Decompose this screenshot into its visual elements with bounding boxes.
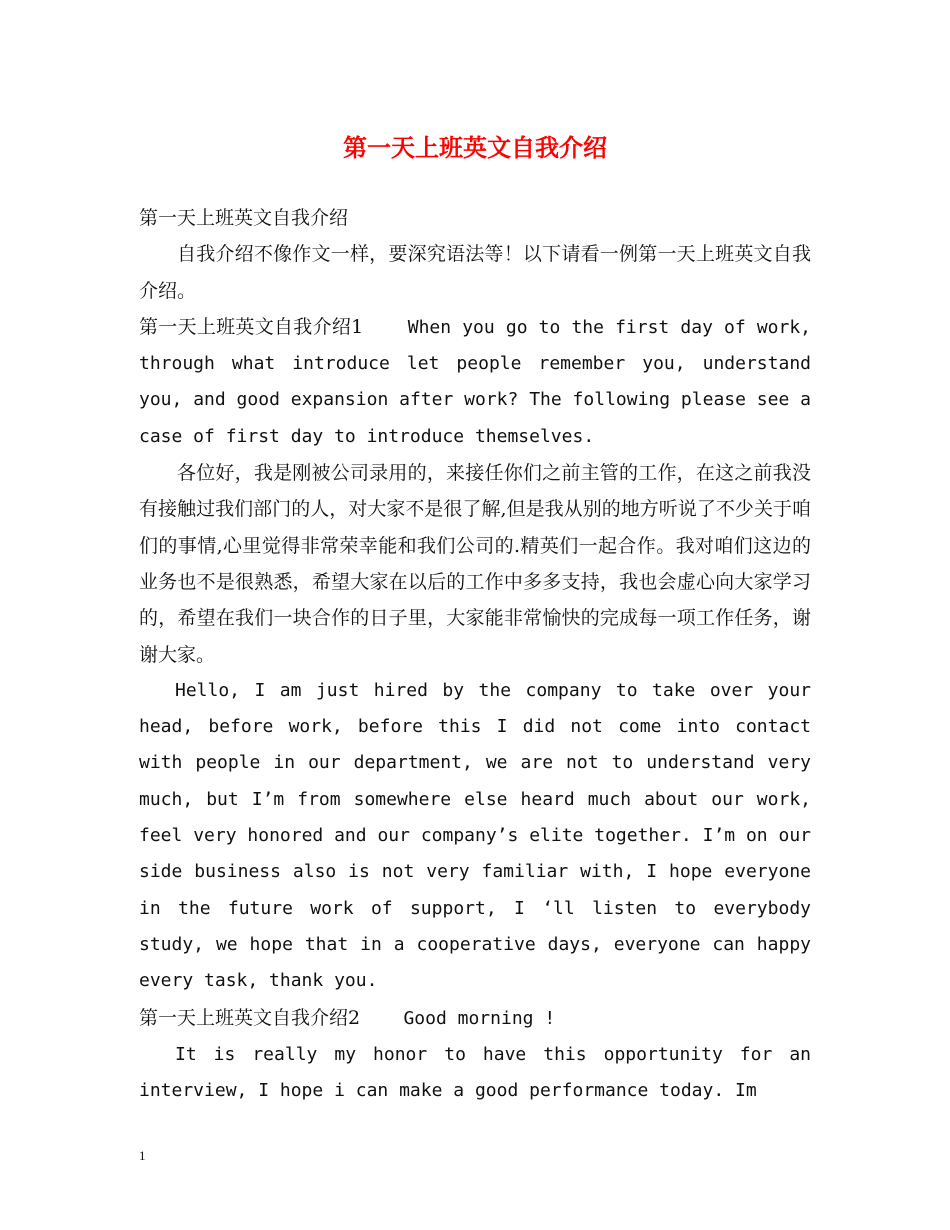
heading-line: 第一天上班英文自我介绍 — [139, 207, 349, 229]
section2-label: 第一天上班英文自我介绍2 — [139, 1006, 361, 1029]
document-title: 第一天上班英文自我介绍 — [343, 133, 607, 162]
section2-text: Good morning ! — [403, 1007, 556, 1029]
last-paragraph: It is really my honor to have this opportunity for an interview, I hope i can make a good performance today. Im — [139, 1043, 811, 1102]
english-paragraph: Hello, I am just hired by the company to take over your head, before work, before this I did not come into contact with people in our department, we are not to understand very much, but I’m from somewhere else heard much about our work, feel very honored and our company’s elite together. I’m on our side business also is not very familiar with, I hope everyone in the future work of support, I ‘ll listen to everybody study, we hope that in a cooperative days, everyone can happy every task, thank you. — [139, 679, 811, 992]
section1-paragraph — [139, 309, 811, 455]
chinese-paragraph: 各位好，我是刚被公司录用的，来接任你们之前主管的工作，在这之前我没有接触过我们部门的人，对大家不是很了解,但是我从别的地方听说了不少关于咱们的事情,心里觉得非常荣幸能和我们公司的.精英们一起合作。我对咱们这边的业务也不是很熟悉，希望大家在以后的工作中多多支持，我也会虚心向大家学习的，希望在我们一块合作的日子里，大家能非常愉快的完成每一项工作任务，谢谢大家。 — [139, 462, 811, 666]
document-body — [139, 200, 811, 1109]
page-number: 1 — [139, 1148, 146, 1163]
section1-text: When you go to the first day of work, through what introduce let people remember you, understand you, and good expansion after work? The following please see a case of first day to introduce themselves. — [139, 316, 812, 447]
intro-paragraph: 自我介绍不像作文一样，要深究语法等！以下请看一例第一天上班英文自我介绍。 — [139, 243, 811, 302]
section1-label: 第一天上班英文自我介绍1 — [139, 315, 364, 338]
section2-paragraph — [139, 1000, 811, 1037]
